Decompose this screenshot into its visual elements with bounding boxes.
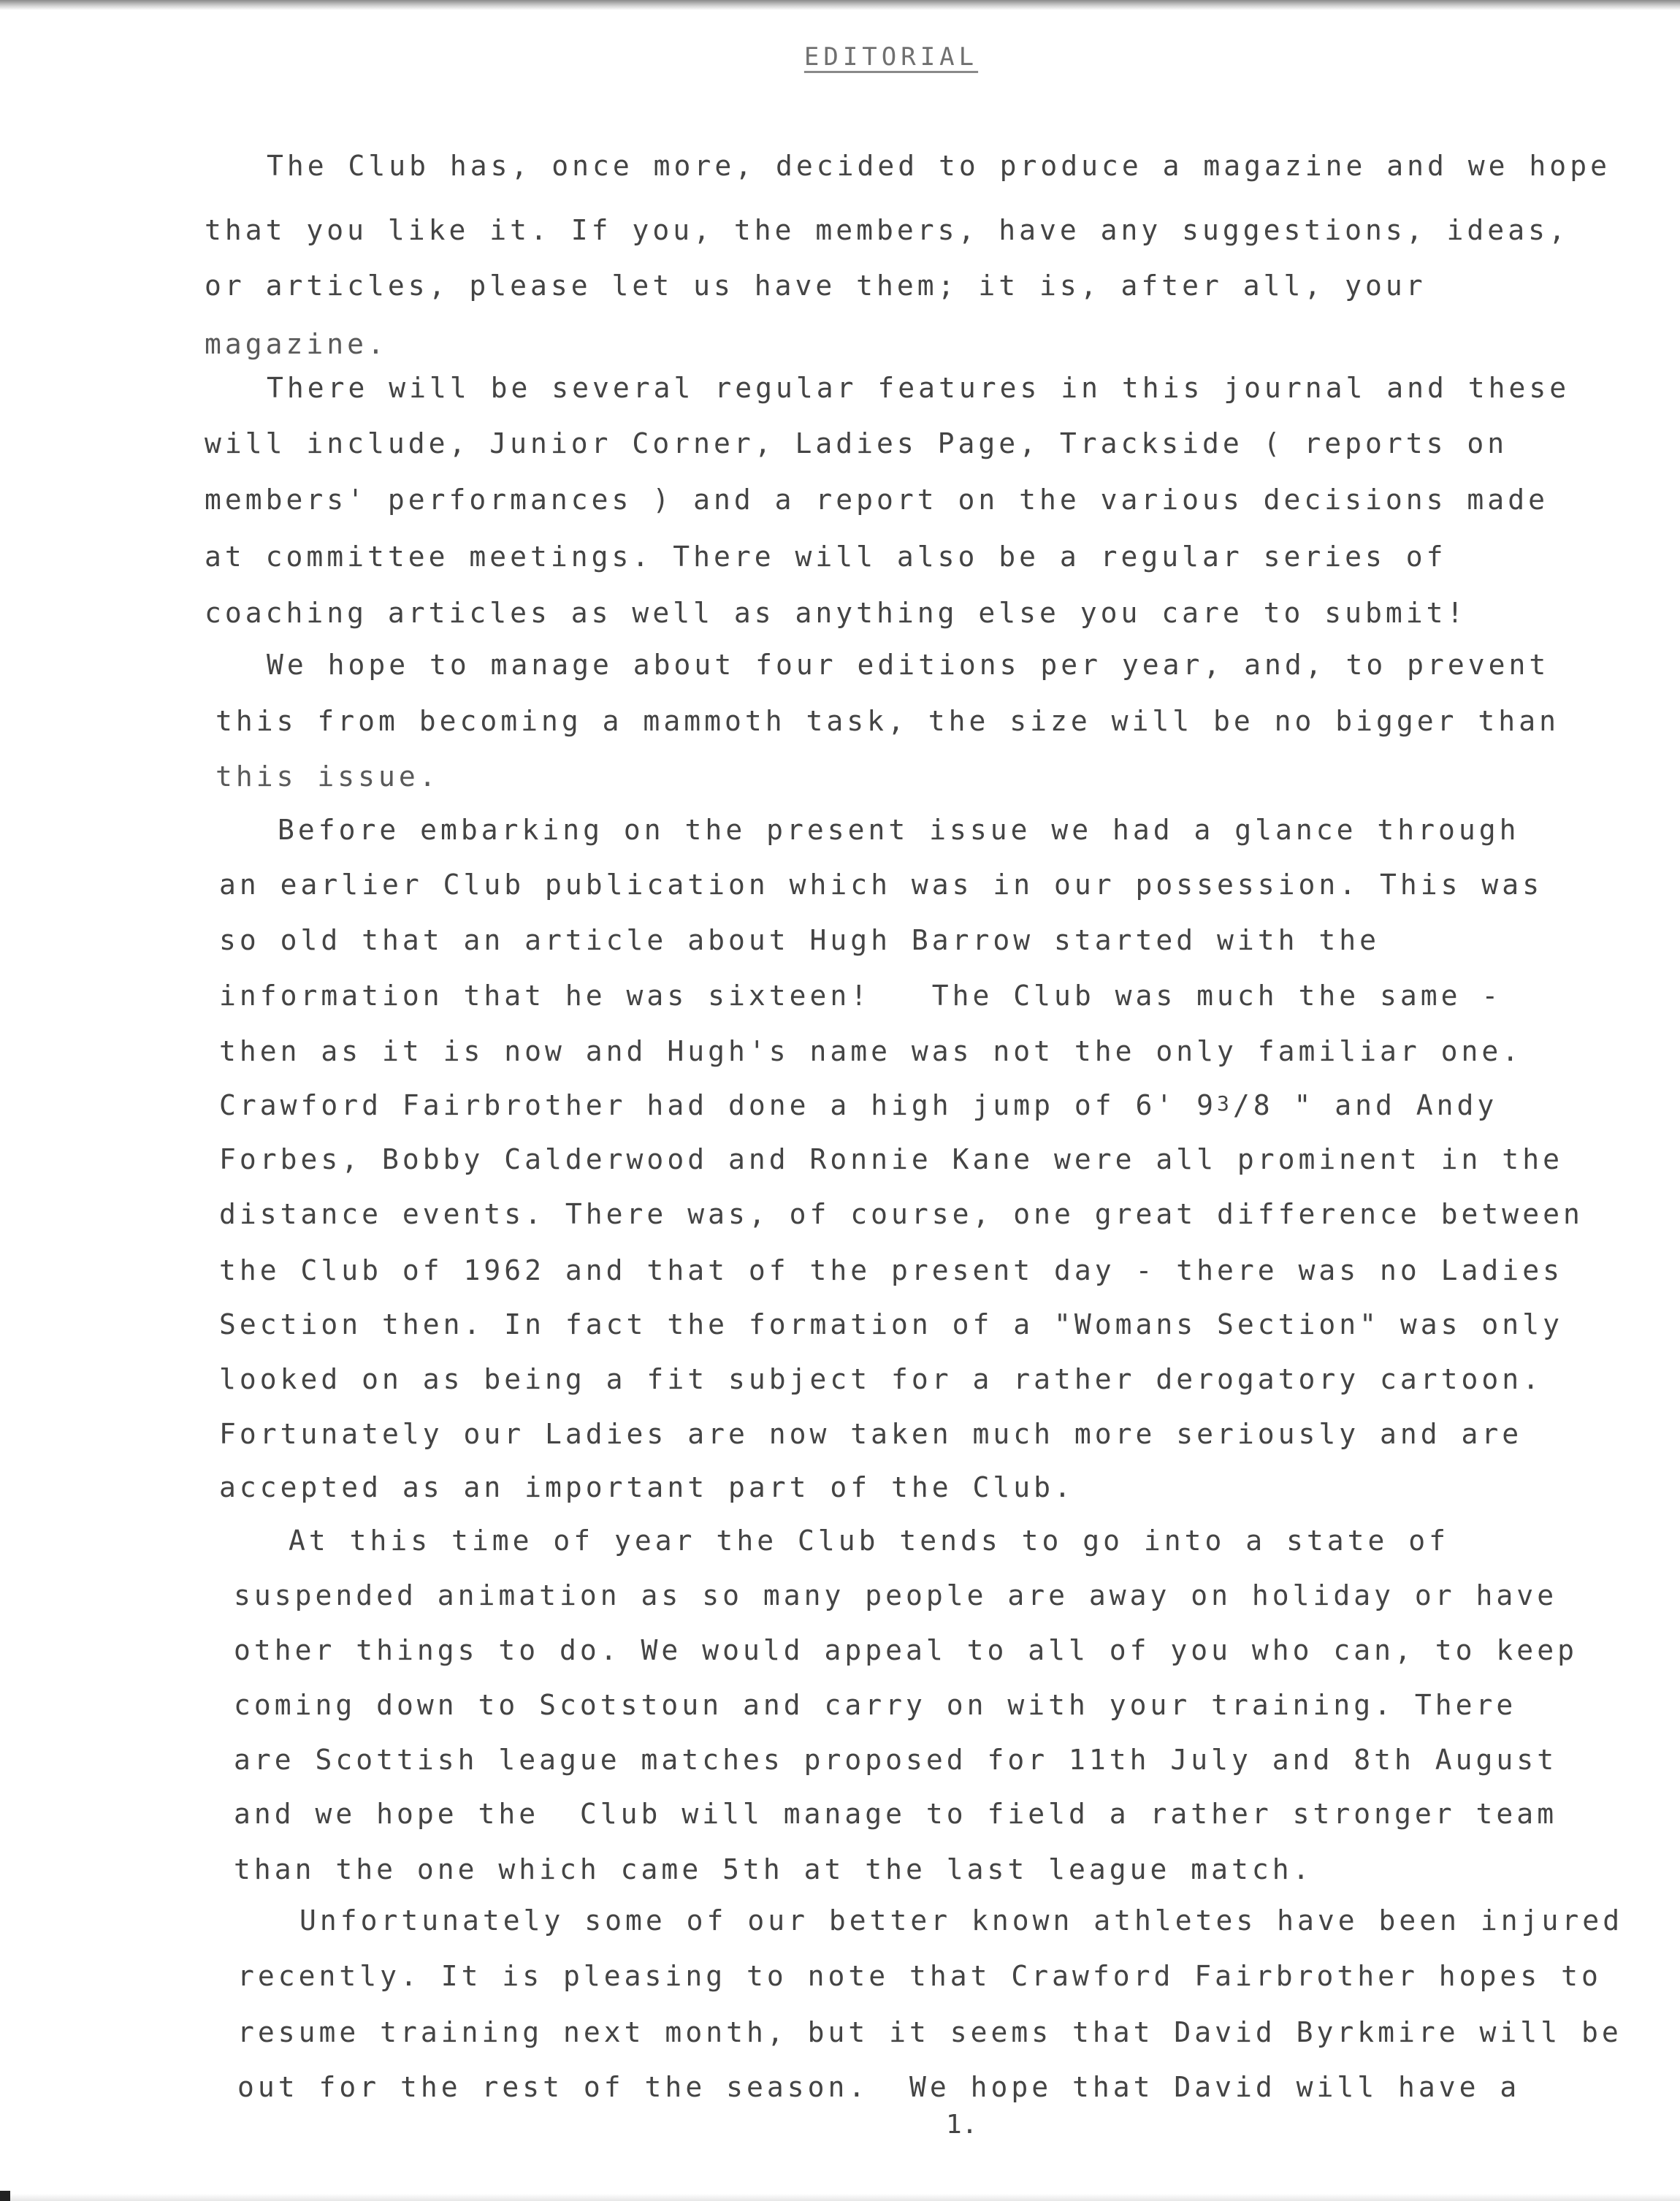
text-line: At this time of year the Club tends to go into a state of (289, 1525, 1450, 1557)
text-line: an earlier Club publication which was in our possession. This was (219, 869, 1543, 901)
jump-line-tail: /8 " and Andy (1232, 1089, 1498, 1121)
text-line: coaching articles as well as anything else you care to submit! (205, 597, 1467, 629)
text-line: other things to do. We would appeal to all of you who can, to keep (234, 1634, 1578, 1666)
text-line: the Club of 1962 and that of the present day - there was no Ladies (219, 1254, 1563, 1286)
jump-line-text: Crawford Fairbrother had done a high jump of 6' 9 (219, 1089, 1218, 1121)
text-line: We hope to manage about four editions per year, and, to prevent (267, 649, 1550, 681)
text-line: The Club has, once more, decided to produce a magazine and we hope (267, 150, 1611, 182)
text-line: and we hope the Club will manage to field a rather stronger team (234, 1798, 1558, 1830)
text-line: will include, Junior Corner, Ladies Page, Trackside ( reports on (205, 427, 1508, 459)
text-line: are Scottish league matches proposed for 11th July and 8th August (234, 1744, 1558, 1776)
text-line: or articles, please let us have them; it is, after all, your (205, 270, 1427, 302)
text-line: information that he was sixteen! The Club was much the same - (219, 980, 1503, 1012)
text-line: Before embarking on the present issue we had a glance through (278, 814, 1520, 846)
page-title: EDITORIAL (803, 42, 979, 72)
text-line: suspended animation as so many people are away on holiday or have (234, 1579, 1558, 1611)
text-line: than the one which came 5th at the last league match. (234, 1853, 1313, 1885)
text-line: coming down to Scotstoun and carry on with your training. There (234, 1689, 1517, 1721)
text-line-jump (219, 1091, 1497, 1119)
scan-corner-mark (0, 2191, 10, 2201)
text-line: out for the rest of the season. We hope that David will have a (237, 2071, 1521, 2103)
text-line: Section then. In fact the formation of a "Womans Section" was only (219, 1308, 1563, 1340)
text-line: members' performances ) and a report on the various decisions made (205, 484, 1549, 516)
text-line: recently. It is pleasing to note that Crawford Fairbrother hopes to (237, 1960, 1602, 1992)
text-line: looked on as being a fit subject for a rather derogatory cartoon. (219, 1363, 1543, 1395)
text-line: this issue. (215, 760, 440, 793)
scan-bottom-edge (0, 2194, 1680, 2201)
text-line: resume training next month, but it seems that David Byrkmire will be (237, 2016, 1622, 2048)
text-line: at committee meetings. There will also be a regular series of (205, 541, 1447, 573)
fraction-superscript: 3 (1217, 1091, 1233, 1115)
text-line: Fortunately our Ladies are now taken much more seriously and are (219, 1418, 1523, 1450)
text-line: this from becoming a mammoth task, the size will be no bigger than (215, 705, 1559, 737)
text-line: so old that an article about Hugh Barrow started with the (219, 924, 1381, 956)
text-line: then as it is now and Hugh's name was not the only familiar one. (219, 1035, 1523, 1067)
page-number: 1. (946, 2110, 978, 2140)
text-line: magazine. (205, 328, 388, 360)
text-line: Unfortunately some of our better known athletes have been injured (299, 1904, 1624, 1937)
text-line: There will be several regular features in this journal and these (267, 372, 1570, 404)
text-line: distance events. There was, of course, one great difference between (219, 1198, 1584, 1230)
text-line: accepted as an important part of the Club. (219, 1471, 1074, 1503)
text-line: that you like it. If you, the members, have any suggestions, ideas, (205, 214, 1569, 246)
text-line: Forbes, Bobby Calderwood and Ronnie Kane were all prominent in the (219, 1143, 1563, 1175)
